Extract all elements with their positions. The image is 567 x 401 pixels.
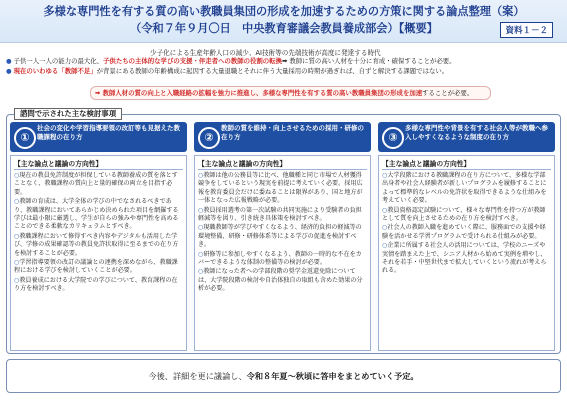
list-item-text: 教師は他の公務員等に比べ、他職種と同じ市場で人材獲得競争をしているという現実を前提に考えていく必要。採用広報を教育委員会だけに委ねることは限界があり、国と地方が一体となった広報戦略が必要。 [198,172,363,205]
background-bullets [6,56,561,76]
bullet-dot-icon: ○ [198,268,204,276]
number-badge: ① [14,127,36,149]
page-subtitle: （令和７年９月〇日 中央教育審議会教員養成部会）【概要】 [130,22,438,35]
bullet-dot-icon: ○ [14,259,20,267]
list-item-text: 教師になった者への学部段階の奨学金返還免除については、大学院段階の検討や自治体独自の取組も含めた効果の分析が必要。 [198,268,363,293]
list-item [14,172,183,197]
bullet-dot-icon: ○ [198,250,204,258]
list-item [14,277,183,294]
bullet-1 [6,56,561,66]
list-item-text: 教師の育成は、大学全体の学びの中でなされるべきであり、教職課程においてあらかじめ決められた項目を網羅する学びは最小限に厳選し、学生が自らの強みや専門性を高めることのできる柔軟なカリキュラムとすべき。 [14,198,179,231]
document-label: 資料１－２ [500,22,553,38]
column-title: 教師の質を維持・向上させるための採用・研修の在り方 [221,124,364,141]
list-item [382,207,551,224]
list-item-text: 教職課程において修得すべき内容やデジタルも活用した学び、学修の成果確認等の教員免許状取得に至るまでの在り方を検討することが必要。 [14,232,179,257]
list-item [382,242,551,276]
bullet-dot-icon: ○ [382,224,388,232]
bullet-dot-icon: ○ [14,198,20,206]
intro-text: 少子化による生産年齢人口の減少、AI技術等の先端技術が高度に発達する時代 [150,49,381,57]
bullet-tail: ➡ 教師に質の高い人材を十分に育成・確保することが必要。 [281,57,456,65]
page-title: 多様な専門性を有する質の高い教職員集団の形成を加速するための方策に関する論点整理（案） [43,5,525,18]
bullet-dot-icon: ○ [382,172,388,179]
bullet-dot-icon: ● [6,67,12,75]
column-header [194,122,371,152]
list-item-text: 教員養成における大学院での学びについて、教育課程の在り方を検討すべき。 [14,276,178,293]
bullet-dot-icon: ○ [14,232,20,240]
list-item [198,207,367,224]
list-item-text: 学習指導要領の改訂の議論との連携を深めながら、教職課程における学びを検討していくことが必要。 [14,259,178,275]
list-item-text: 教員資格認定試験について、様々な専門性を持つ方が教師として質を向上させるための在り方を検討すべき。 [382,206,546,223]
bullet-emphasis: 現在のいわゆる「教師不足」 [13,67,97,75]
column-subheading: 【主な論点と議論の方向性】 [198,158,367,170]
column-subheading: 【主な論点と議論の方向性】 [14,158,183,170]
list-item-text: 現職教師等が学びやすくなるよう、経済的負担の軽減等の環境整備、研修・研修体系等による学びの促進を検討すべき。 [198,224,362,249]
list-item [382,224,551,241]
column-body [378,155,555,351]
number-badge: ② [198,127,220,149]
column-subheading: 【主な論点と議論の方向性】 [382,158,551,170]
column-title: 多様な専門性や背景を有する社会人等が教職へ参入しやすくなるような制度の在り方 [405,124,548,141]
bullet-dot-icon: ○ [198,224,204,232]
bullet-dot-icon: ○ [14,276,20,284]
list-item [14,259,183,276]
column-header [378,122,555,152]
issue-column-1 [10,122,187,348]
list-item [198,268,367,293]
column-header [10,122,187,152]
conclusion-emphasis: 令和８年夏～秋頃に答申をまとめていく予定。 [246,371,419,381]
key-message-emphasis: 多様な専門性を有する質の高い教職員集団の形成を加速 [262,89,423,97]
column-title: 社会の変化や学習指導要領の改訂等も見据えた教職課程の在り方 [37,124,180,141]
list-item-text: 現在の教員免許制度が担保している教師養成の質を落とすことなく、教職課程の質向上と量的確保の両立を目指す必要。 [14,172,178,196]
list-item [14,233,183,258]
arrow-right-icon: ➡ [95,89,103,97]
bullet-dot-icon: ○ [382,206,388,214]
list-item-text: 研修等に参加しやすくなるよう、教師の一時的な不在をカバーできるような体制の整備等の検討が必要。 [198,250,362,267]
issue-column-3 [378,122,555,348]
list-item-text: 社会人の教師入職を進めていく際に、服務面での支援や経験を活かせる学習プログラムで受けられる仕組みが必要。 [382,224,546,240]
conclusion-box [6,359,561,393]
list-item-text: 教員採用選考の第一次試験の共同実施により受験者の負担軽減等を図り、引き続き具体策を検討すべき。 [198,206,362,223]
bullet-dot-icon: ○ [14,172,20,179]
bullet-text: 子供一人一人の能力の最大化、 [13,57,104,65]
column-body [194,155,371,351]
bullet-tail: が背景にある教師の年齢構成に起因する大量退職とそれに伴う大量採用の時期が過ぎれば、自ずと解決する課題ではない。 [96,67,449,75]
key-message-prefix: 教師人材の質の向上と入職経路の拡幅を強力に推進し、 [102,89,263,97]
conclusion-prefix: 今後、詳細を更に議論し、 [148,371,247,381]
key-message-suffix: することが必要。 [422,89,474,97]
key-message-bar [90,86,491,100]
section-heading: 諮問で示された主な検討事項 [14,108,122,120]
issue-column-2 [194,122,371,348]
bullet-2 [6,66,561,76]
bullet-dot-icon: ○ [198,206,204,214]
bullet-dot-icon: ● [6,57,12,65]
bullet-emphasis: 子供たちの主体的な学びの支援・伴走者への教師の役割の転換 [103,57,282,65]
column-body [10,155,187,351]
list-item-text: 企業に所属する社会人の活用については、学校のニーズや実情を踏まえた上で、シニア人材から始めて実例を増やし、それを若手・中堅世代まで拡大していくという流れが考えられる。 [382,242,547,275]
number-badge: ③ [382,127,404,149]
bullet-dot-icon: ○ [198,172,204,179]
list-item [198,224,367,249]
bullet-dot-icon: ○ [382,242,388,250]
list-item [198,172,367,206]
list-item [14,198,183,232]
list-item [198,251,367,268]
list-item [382,172,551,206]
conclusion-text [7,360,560,392]
list-item-text: 大学段階における教職課程の在り方について、多様な学部出身者や社会人経験者が新しいプログラムを履修することによって標準的なレベルの免許状を取得できるような仕組みを考えていく必要。 [382,172,547,205]
